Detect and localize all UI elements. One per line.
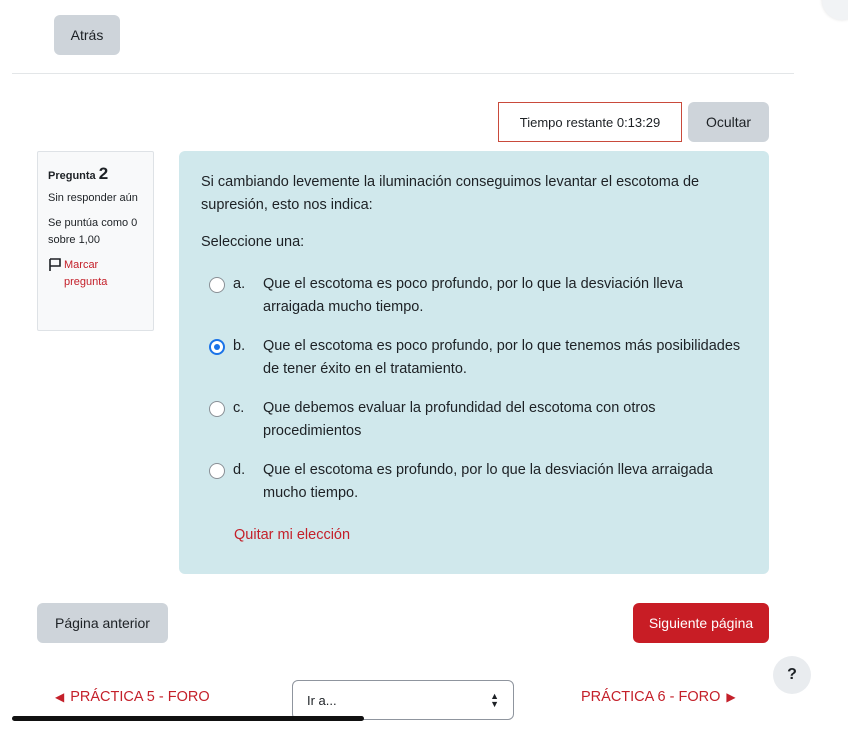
question-state: Sin responder aún (48, 192, 138, 204)
question-number: 2 (98, 164, 109, 183)
answer-prompt: Seleccione una: (201, 234, 305, 250)
answer-letter: d. (233, 462, 246, 478)
flag-icon (48, 258, 62, 272)
next-activity-link[interactable] (581, 689, 736, 705)
previous-activity-label: PRÁCTICA 5 - FORO (70, 689, 210, 705)
back-button[interactable]: Atrás (54, 15, 120, 55)
hide-timer-button[interactable]: Ocultar (688, 102, 769, 142)
clear-choice-link[interactable]: Quitar mi elección (234, 527, 351, 543)
question-grade: Se puntúa como 0 sobre 1,00 (48, 217, 138, 246)
answer-option-d[interactable] (209, 459, 743, 505)
flag-question-link[interactable] (48, 257, 143, 291)
home-indicator (12, 716, 364, 721)
select-arrows-icon: ▲ ▼ (490, 691, 499, 709)
corner-overlay (822, 0, 848, 20)
radio-b[interactable] (209, 339, 225, 355)
previous-page-button[interactable]: Página anterior (37, 603, 168, 643)
triangle-left-icon: ◀ (55, 690, 65, 704)
divider (12, 73, 794, 74)
jump-to-value: Ir a... (307, 692, 337, 708)
answer-letter: b. (233, 338, 246, 354)
answer-text: Que el escotoma es poco profundo, por lo que tenemos más posibilidades de tener éxito en el tratamiento. (263, 338, 741, 377)
answer-text: Que el escotoma es profundo, por lo que la desviación lleva arraigada mucho tiempo. (263, 462, 713, 501)
help-button[interactable]: ? (773, 656, 811, 694)
flag-label: Marcar pregunta (64, 259, 108, 288)
question-label: Pregunta (48, 170, 96, 182)
timer-display: Tiempo restante 0:13:29 (498, 102, 682, 142)
triangle-right-icon: ▶ (726, 690, 736, 704)
answer-text: Que el escotoma es poco profundo, por lo que la desviación lleva arraigada mucho tiempo. (263, 276, 683, 315)
jump-to-select[interactable] (292, 680, 514, 720)
answer-text: Que debemos evaluar la profundidad del escotoma con otros procedimientos (263, 400, 656, 439)
answer-option-b[interactable] (209, 335, 743, 381)
answer-letter: c. (233, 400, 245, 416)
question-info-panel (37, 151, 154, 331)
answer-letter: a. (233, 276, 246, 292)
radio-d[interactable] (209, 463, 225, 479)
answer-option-c[interactable] (209, 397, 743, 443)
previous-activity-link[interactable] (55, 689, 210, 705)
next-page-button[interactable]: Siguiente página (633, 603, 769, 643)
radio-a[interactable] (209, 277, 225, 293)
next-activity-label: PRÁCTICA 6 - FORO (581, 689, 721, 705)
question-panel (179, 151, 769, 574)
question-text: Si cambiando levemente la iluminación conseguimos levantar el escotoma de supresión, esto nos indica: (201, 174, 700, 213)
radio-c[interactable] (209, 401, 225, 417)
answer-option-a[interactable] (209, 273, 743, 319)
